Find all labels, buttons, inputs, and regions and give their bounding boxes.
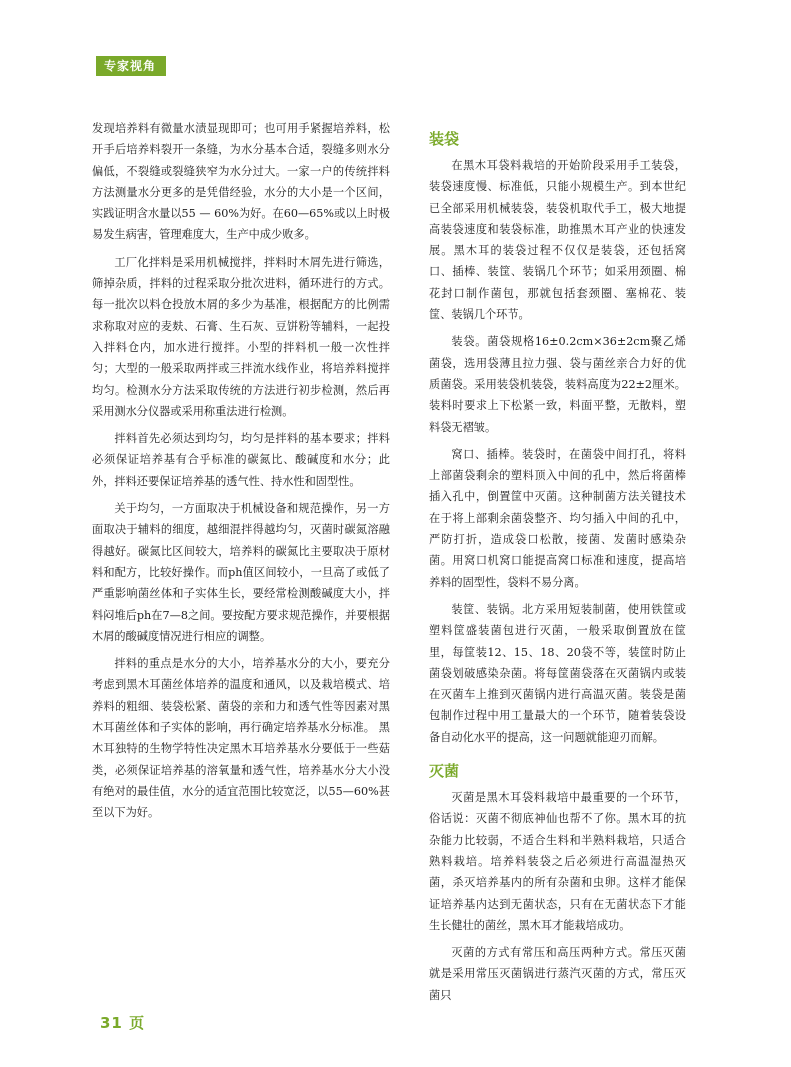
page-number: 31 页 bbox=[100, 1014, 146, 1032]
left-paragraph-4: 关于均匀，一方面取决于机械设备和规范操作，另一方面取决于辅料的细度，越细混拌得越均匀，灭菌时碳氮溶融得越好。碳氮比区间较大，培养料的碳氮比主要取决于原材料和配方，比较好操作。而ph值区间较小，一旦高了或低了严重影响菌丝体和子实体生长，要经常检测酸碱度大小，拌料闷堆后ph在7—8之间。要按配方要求规范操作，并要根据木屑的酸碱度情况进行相应的调整。 bbox=[92, 502, 390, 643]
left-paragraph-3: 拌料首先必须达到均匀，均匀是拌料的基本要求；拌料必须保证培养基有合乎标准的碳氮比、酸碱度和水分；此外，拌料还要保证培养基的透气性、持水性和固型性。 bbox=[92, 432, 390, 488]
sterilization-paragraph-1: 灭菌是黑木耳袋料栽培中最重要的一个环节，俗话说：灭菌不彻底神仙也帮不了你。黑木耳的抗杂能力比较弱，不适合生料和半熟料栽培，只适合熟料栽培。培养料装袋之后必须进行高温湿热灭菌，杀灭培养基内的所有杂菌和虫卵。这样才能保证培养基内达到无菌状态，只有在无菌状态下才能生长健壮的菌丝，黑木耳才能栽培成功。 bbox=[429, 791, 686, 932]
section-heading-bagging: 装袋 bbox=[429, 130, 460, 148]
bagging-paragraph-2: 装袋。菌袋规格16±0.2cm×36±2cm聚乙烯菌袋，选用袋薄且拉力强、袋与菌丝亲合力好的优质菌袋。采用装袋机装袋，装料高度为22±2厘米。装料时要求上下松紧一致，料面平整，无散料，塑料袋无褶皱。 bbox=[429, 335, 686, 434]
left-paragraph-5: 拌料的重点是水分的大小，培养基水分的大小，要充分考虑到黑木耳菌丝体培养的温度和通风，以及栽培模式、培养料的粗细、装袋松紧、菌袋的亲和力和透气性等因素对黑木耳菌丝体和子实体的影响，再行确定培养基水分标准。 黑木耳独特的生物学特性决定黑木耳培养基水分要低于一些菇类，必须保证培养基的溶氧量和透气性，培养基水分大小没有绝对的最佳值，水分的适宜范围比较宽泛，以55—60%甚至以下为好。 bbox=[92, 657, 390, 820]
bagging-paragraph-3: 窝口、插棒。装袋时，在菌袋中间打孔，将料上部菌袋剩余的塑料顶入中间的孔中，然后将菌棒插入孔中，倒置筐中灭菌。这种制菌方法关键技术在于将上部剩余菌袋整齐、均匀插入中间的孔中，严防打折，造成袋口松散，接菌、发菌时感染杂菌。用窝口机窝口能提高窝口标准和速度，提高培养料的固型性，袋料不易分离。 bbox=[429, 447, 686, 589]
left-paragraph-2: 工厂化拌料是采用机械搅拌，拌料时木屑先进行筛选，筛掉杂质，拌料的过程采取分批次进料，循环进行的方式。每一批次以料仓投放木屑的多少为基准，根据配方的比例需求称取对应的麦麸、石膏、生石灰、豆饼粉等辅料，一起投入拌料仓内，加水进行搅拌。小型的拌料机一般一次性拌匀；大型的一般采取两拌或三拌流水线作业，将培养料搅拌均匀。检测水分方法采取传统的方法进行初步检测，然后再采用测水分仪器或采用称重法进行检测。 bbox=[92, 255, 390, 418]
right-column bbox=[429, 128, 686, 1012]
bagging-paragraph-1: 在黑木耳袋料栽培的开始阶段采用手工装袋，装袋速度慢、标准低，只能小规模生产。到本世纪已全部采用机械装袋，装袋机取代手工，极大地提高装袋速度和装袋标准，助推黑木耳产业的快速发展。黑木耳的装袋过程不仅仅是装袋，还包括窝口、插棒、装筐、装锅几个环节；如采用颈圈、棉花封口制作菌包，那就包括套颈圈、塞棉花、装筐、装锅几个环节。 bbox=[429, 159, 686, 322]
left-paragraph-1: 发现培养料有微量水渍显现即可；也可用手紧握培养料，松开手后培养料裂开一条缝，为水分基本合适，裂缝多则水分偏低，不裂缝或裂缝狭窄为水分过大。一家一户的传统拌料方法测量水分更多的是凭借经验，水分的大小是一个区间，实践证明含水量以55 — 60%为好。在60—65%或以上时极易发生病害，管理难度大，生产中成少败多。 bbox=[92, 122, 390, 242]
left-column bbox=[92, 118, 390, 830]
section-heading-sterilization: 灭菌 bbox=[429, 762, 460, 781]
section-tag: 专家视角 bbox=[96, 56, 166, 76]
top-band bbox=[0, 0, 791, 62]
bagging-paragraph-4: 装筐、装锅。北方采用短装制菌，使用铁筐或塑料筐盛装菌包进行灭菌，一般采取倒置放在筐里，每筐装12、15、18、20袋不等，装筐时防止菌袋划破感染杂菌。将每筐菌袋落在灭菌锅内或装在灭菌车上推到灭菌锅内进行高温灭菌。装袋是菌包制作过程中用工量最大的一个环节，随着装袋设备自动化水平的提高，这一问题就能迎刃而解。 bbox=[429, 602, 686, 744]
sterilization-paragraph-2: 灭菌的方式有常压和高压两种方式。常压灭菌就是采用常压灭菌锅进行蒸汽灭菌的方式，常压灭菌只 bbox=[429, 946, 686, 1002]
